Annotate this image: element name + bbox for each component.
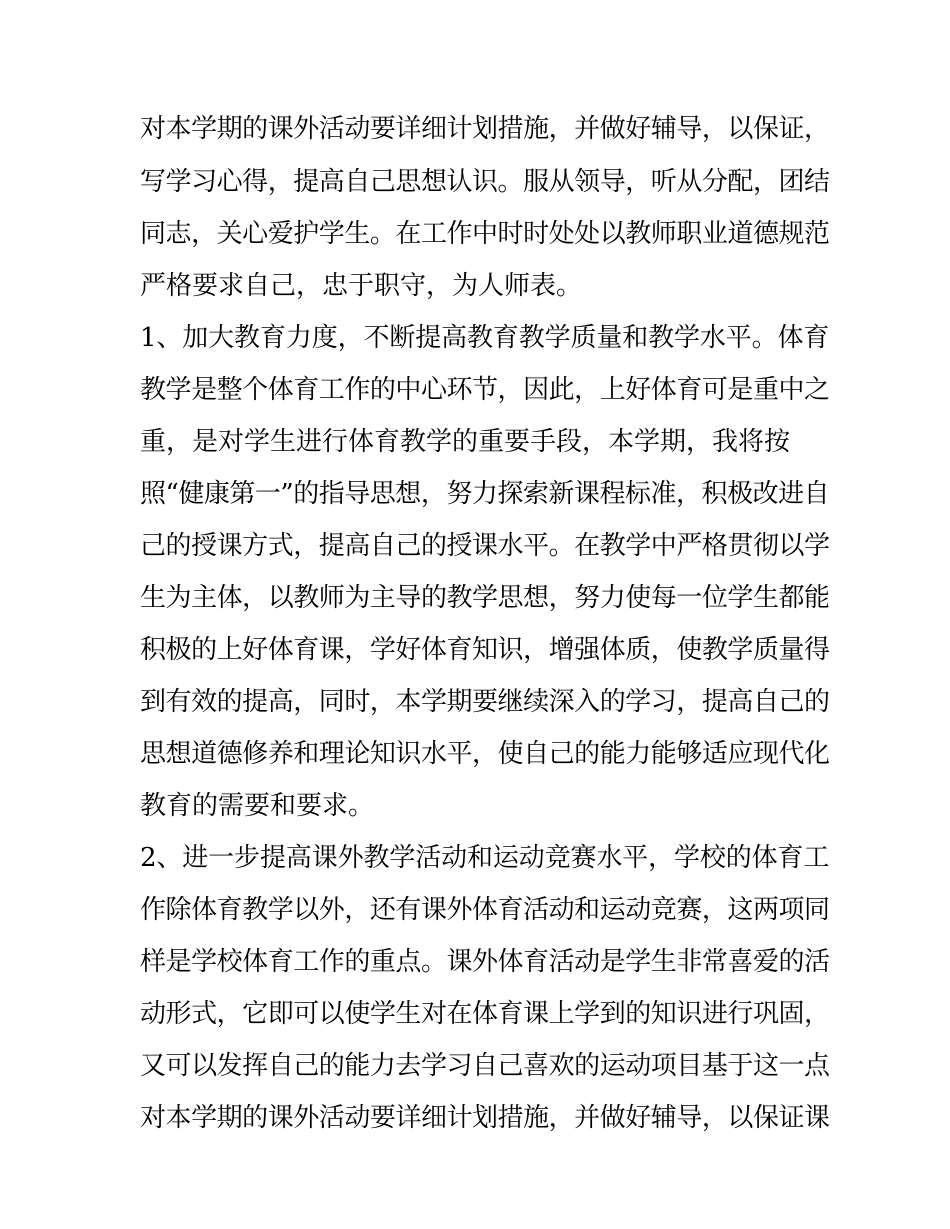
text-line-10: 生为主体，以教师为主导的教学思想，努力使每一位学生都能 (140, 583, 830, 613)
text-line-3: 同志，关心爱护学生。在工作中时时处处以教师职业道德规范 (140, 219, 830, 249)
text-line-20: 对本学期的课外活动要详细计划措施，并做好辅导，以保证课 (140, 1103, 830, 1133)
text-line-18: 动形式，它即可以使学生对在体育课上学到的知识进行巩固， (140, 999, 830, 1029)
text-line-9: 己的授课方式，提高自己的授课水平。在教学中严格贯彻以学 (140, 531, 830, 561)
text-line-13: 思想道德修养和理论知识水平，使自己的能力能够适应现代化 (140, 739, 830, 769)
text-line-7: 重，是对学生进行体育教学的重要手段，本学期，我将按 (140, 427, 791, 457)
text-line-2: 写学习心得，提高自己思想认识。服从领导，听从分配，团结 (140, 167, 830, 197)
text-line-4: 严格要求自己，忠于职守，为人师表。 (140, 271, 583, 301)
text-line-11: 积极的上好体育课，学好体育知识，增强体质，使教学质量得 (140, 635, 830, 665)
text-line-19: 又可以发挥自己的能力去学习自己喜欢的运动项目基于这一点 (140, 1051, 830, 1081)
text-line-14: 教育的需要和要求。 (140, 791, 375, 821)
text-line-17: 样是学校体育工作的重点。课外体育活动是学生非常喜爱的活 (140, 947, 830, 977)
text-line-12: 到有效的提高，同时，本学期要继续深入的学习，提高自己的 (140, 687, 830, 717)
text-line-5: 1、加大教育力度，不断提高教育教学质量和教学水平。体育 (140, 323, 830, 353)
text-line-1: 对本学期的课外活动要详细计划措施，并做好辅导，以保证， (140, 114, 830, 144)
text-line-16: 作除体育教学以外，还有课外体育活动和运动竞赛，这两项同 (140, 895, 830, 925)
text-line-8: 照“健康第一”的指导思想，努力探索新课程标准，积极改进自 (140, 479, 830, 509)
text-line-15: 2、进一步提高课外教学活动和运动竞赛水平，学校的体育工 (140, 843, 830, 873)
text-line-6: 教学是整个体育工作的中心环节，因此，上好体育可是重中之 (140, 375, 830, 405)
